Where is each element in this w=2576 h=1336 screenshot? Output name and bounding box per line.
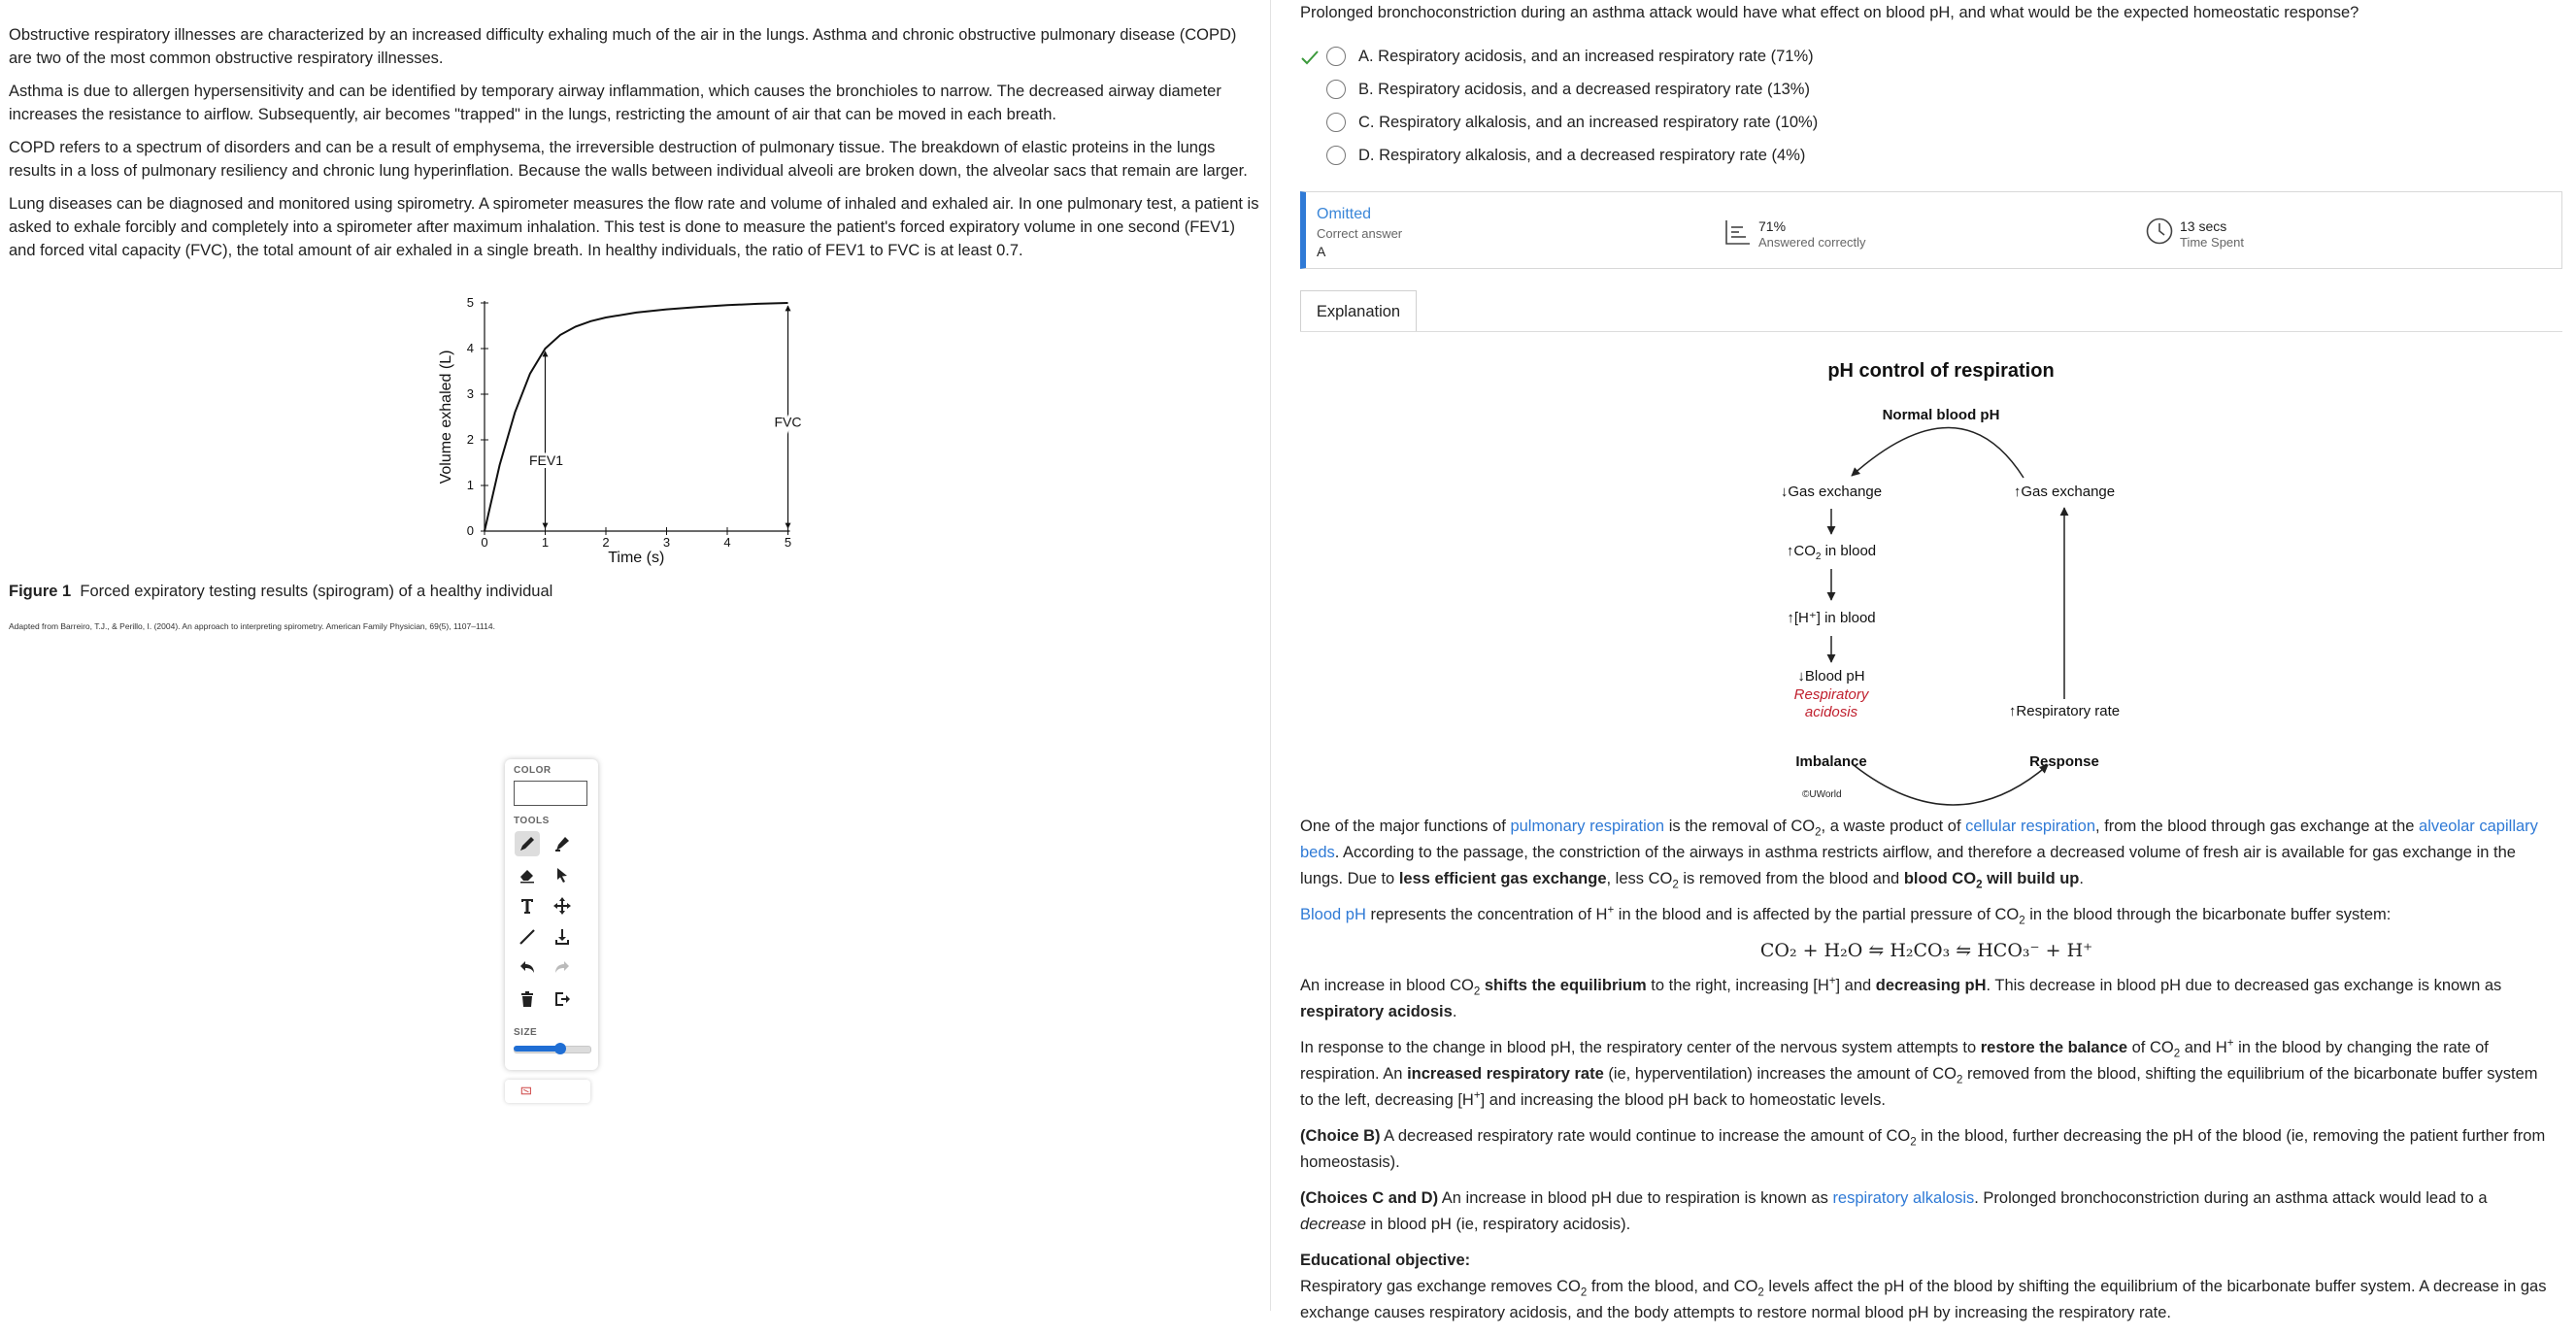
clock-icon [2145, 217, 2174, 246]
annotation-label-fev1: FEV1 [528, 452, 564, 468]
size-slider-fill [514, 1046, 560, 1052]
low-gas-exchange-label: ↓Gas exchange [1780, 484, 1883, 500]
redo-button[interactable] [550, 955, 575, 981]
question-stem: Prolonged bronchoconstriction during an asthma attack would have what effect on blood pH, and what would be the expected homeostatic response? [1300, 4, 2359, 21]
exit-button[interactable] [550, 986, 575, 1012]
percent-correct: 71% [1758, 218, 1787, 234]
link-cellular-respiration[interactable]: cellular respiration [1965, 818, 2096, 835]
cursor-icon [552, 865, 572, 885]
x-tick-label: 0 [481, 535, 488, 550]
undo-icon [518, 958, 537, 978]
select-tool[interactable] [550, 862, 575, 887]
y-tick-label: 5 [466, 295, 474, 310]
question-pane [1300, 0, 2562, 1321]
bar-chart-icon [1723, 217, 1753, 247]
ph-control-diagram [1747, 359, 2155, 806]
choice-d-label: D. Respiratory alkalosis, and a decreased respiratory rate (4%) [1358, 147, 1806, 164]
choice-c-label: C. Respiratory alkalosis, and an increased respiratory rate (10%) [1358, 114, 1819, 131]
passage-paragraph-2: Asthma is due to allergen hypersensitivity and can be identified by temporary airway inflammation, which causes the bronchioles to narrow. The decreased airway diameter increases the resistance to airflow. Subsequently, air becomes "trapped" in the lungs, restricting the amount of air that can be moved in each breath. [9, 83, 1221, 123]
x-tick-label: 3 [662, 535, 671, 550]
high-h-label: ↑[H⁺] in blood [1787, 610, 1876, 626]
choice-a-label: A. Respiratory acidosis, and an increased respiratory rate (71%) [1358, 48, 1814, 65]
choice-c[interactable] [1300, 112, 1980, 135]
copyright-label: ©UWorld [1802, 789, 1842, 800]
download-tool[interactable] [550, 924, 575, 950]
correct-check-icon [1300, 48, 1320, 67]
eraser-icon [518, 865, 537, 885]
explanation-paragraph-4: In response to the change in blood pH, the respiratory center of the nervous system attempts to restore the balance of $CO_2$ and H+ in the blood by changing the rate of respiration. An increased respiratory rate (ie, hyperventilation) increases the amount of $CO_2$ removed from the blood, shifting the equilibrium of the bicarbonate buffer system to the left, decreasing [H+] and increasing the blood pH back to homeostatic levels. [1300, 1037, 2538, 1109]
diagram-title: pH control of respiration [1827, 360, 2055, 382]
spirogram-chart [427, 282, 816, 573]
highlighter-tool[interactable] [550, 831, 575, 856]
move-icon [552, 896, 572, 916]
link-alveolar-capillary-beds[interactable]: alveolar capillary beds [1300, 818, 2538, 861]
choice-a-radio[interactable] [1326, 47, 1346, 66]
exit-icon [552, 989, 572, 1009]
correct-answer-value: A [1317, 244, 1326, 259]
y-tick-label: 4 [466, 341, 474, 355]
size-label: SIZE [514, 1027, 538, 1038]
choice-c-radio[interactable] [1326, 113, 1346, 132]
low-blood-ph-label: ↓Blood pH [1797, 668, 1865, 685]
passage-paragraph-4: Lung diseases can be diagnosed and monitored using spirometry. A spirometer measures the flow rate and volume of inhaled and exhaled air. In one pulmonary test, a patient is asked to exhale forcibly and completely into a spirometer after maximum inhalation. This test is done to measure the patient's forced expiratory volume in one second (FEV1) and forced vital capacity (FVC), the total amount of air exhaled in a single breath. In healthy individuals, the ratio of FEV1 to FVC is at least 0.7. [9, 195, 1259, 259]
y-tick-label: 2 [466, 432, 474, 447]
correct-answer-label: Correct answer [1317, 226, 1403, 241]
high-gas-exchange-label: ↑Gas exchange [2013, 484, 2116, 500]
annotation-label-fvc: FVC [774, 414, 802, 430]
figure-source: Adapted from Barreiro, T.J., & Perillo, I. (2004). An approach to interpreting spirometry. American Family Physician, 69(5), 1107–1114. [9, 621, 495, 631]
x-tick-label: 2 [602, 535, 610, 550]
explanation-choice-b: (Choice B) A decreased respiratory rate would continue to increase the amount of $CO_2$ in the blood, further decreasing the pH of the blood (ie, removing the patient further from homeostasis). [1300, 1127, 2546, 1171]
redo-icon [552, 958, 572, 978]
line-icon [518, 927, 537, 947]
highlighter-icon [552, 834, 572, 853]
respiratory-acidosis-label: Respiratory acidosis [1793, 686, 1869, 720]
choice-b[interactable] [1300, 79, 1980, 102]
move-tool[interactable] [550, 893, 575, 918]
time-spent-label: Time Spent [2180, 235, 2244, 250]
annotation-tool-palette [505, 759, 598, 1070]
link-pulmonary-respiration[interactable]: pulmonary respiration [1510, 818, 1665, 835]
pane-divider[interactable] [1270, 0, 1271, 1311]
undo-button[interactable] [515, 955, 540, 981]
choice-b-label: B. Respiratory acidosis, and a decreased respiratory rate (13%) [1358, 81, 1810, 98]
educational-objective-text: Respiratory gas exchange removes $CO_2$ from the blood, and $CO_2$ levels affect the pH of the blood by shifting the equilibrium of the bicarbonate buffer system. A decrease in gas exchange causes respiratory acidosis, and the body attempts to restore normal blood pH by increasing the respiratory rate. [1300, 1278, 2547, 1321]
x-axis-label: Time (s) [608, 550, 665, 566]
explanation-paragraph-3: An increase in blood $CO_2$ shifts the equilibrium to the right, increasing [H+] and decreasing pH. This decrease in blood pH due to decreased gas exchange is known as respiratory acidosis. [1300, 975, 2502, 1020]
x-tick-label: 1 [541, 535, 550, 550]
trash-icon [518, 989, 537, 1009]
line-tool[interactable] [515, 924, 540, 950]
top-arc-arrow [1852, 427, 2024, 478]
time-spent: 13 secs [2180, 218, 2227, 234]
explanation-choices-c-d: (Choices C and D) An increase in blood pH due to respiration is known as respiratory alkalosis. Prolonged bronchoconstriction during an asthma attack would lead to a decrease in blood pH (ie, respiratory acidosis). [1300, 1189, 2488, 1233]
high-co2-label: $↑CO_2$ in blood [1786, 543, 1877, 562]
palette-footer-icon [520, 1085, 533, 1097]
explanation-paragraph-1: One of the major functions of pulmonary respiration is the removal of $CO_2$, a waste product of cellular respiration, from the blood through gas exchange at the alveolar capillary beds. According to the passage, the constriction of the airways in asthma restricts airflow, and therefore a decreased volume of fresh air is available for gas exchange in the lungs. Due to less efficient gas exchange, less $CO_2$ is removed from the blood and blood $CO_2$ will build up. [1300, 818, 2538, 891]
educational-objective-heading: Educational objective: [1300, 1252, 1471, 1269]
eraser-tool[interactable] [515, 862, 540, 887]
color-label: COLOR [514, 765, 552, 776]
figure-label: Figure 1 [9, 583, 72, 600]
answer-status: Omitted [1317, 206, 1372, 222]
spirogram-curve [485, 303, 788, 531]
ph-diagram-svg [1747, 359, 2155, 806]
passage-paragraph-3: COPD refers to a spectrum of disorders and can be a result of emphysema, the irreversible destruction of pulmonary tissue. The breakdown of elastic proteins in the lungs results in a loss of pulmonary resiliency and chronic lung hyperinflation. Because the walls between individual alveoli are broken down, the alveolar sacs that remain are larger. [9, 139, 1248, 180]
y-tick-label: 1 [466, 478, 474, 492]
bicarbonate-equation: CO₂ + H₂O ⇋ H₂CO₃ ⇋ HCO₃⁻ + H⁺ [1759, 940, 2093, 961]
tab-explanation[interactable]: Explanation [1300, 290, 1417, 332]
explanation-paragraph-2: Blood pH represents the concentration of H+ in the blood and is affected by the partial pressure of $CO_2$ in the blood through the bicarbonate buffer system: [1300, 904, 2392, 927]
x-tick-label: 4 [723, 535, 731, 550]
figure-caption [9, 583, 552, 601]
explanation-body [1300, 814, 2553, 1336]
y-axis-label: Volume exhaled (L) [438, 350, 454, 484]
choice-a[interactable] [1300, 46, 1980, 69]
palette-footer[interactable] [505, 1080, 590, 1103]
percent-correct-label: Answered correctly [1758, 235, 1866, 250]
normal-ph-label: Normal blood pH [1882, 407, 2000, 423]
response-label: Response [2029, 753, 2099, 770]
size-slider[interactable] [514, 1043, 589, 1052]
tab-underline [1300, 331, 2562, 332]
link-respiratory-alkalosis[interactable]: respiratory alkalosis [1832, 1189, 1975, 1207]
download-icon [552, 927, 572, 947]
spirogram-svg [427, 282, 816, 573]
tools-label: TOOLS [514, 816, 550, 826]
link-blood-ph[interactable]: Blood pH [1300, 906, 1366, 923]
color-picker[interactable] [514, 781, 587, 806]
answer-stats-panel [1300, 191, 2562, 269]
high-respiratory-rate-label: ↑Respiratory rate [2008, 703, 2121, 719]
text-tool[interactable] [515, 893, 540, 918]
passage-paragraph-1: Obstructive respiratory illnesses are characterized by an increased difficulty exhaling much of the air in the lungs. Asthma and chronic obstructive pulmonary disease (COPD) are two of the most common obstructive respiratory illnesses. [9, 26, 1237, 67]
delete-button[interactable] [515, 986, 540, 1012]
passage-text [9, 23, 1261, 272]
passage-pane [0, 0, 1270, 1311]
y-tick-label: 3 [466, 386, 474, 401]
text-icon [518, 896, 537, 916]
choice-d-radio[interactable] [1326, 146, 1346, 165]
choice-b-radio[interactable] [1326, 80, 1346, 99]
imbalance-label: Imbalance [1795, 753, 1867, 770]
pen-tool[interactable] [515, 831, 540, 856]
bottom-arc-arrow [1854, 765, 2048, 805]
pen-icon [518, 834, 537, 853]
choice-d[interactable] [1300, 145, 1980, 168]
y-tick-label: 0 [466, 523, 474, 538]
x-tick-label: 5 [784, 535, 792, 550]
figure-caption-text: Forced expiratory testing results (spirogram) of a healthy individual [80, 583, 553, 600]
